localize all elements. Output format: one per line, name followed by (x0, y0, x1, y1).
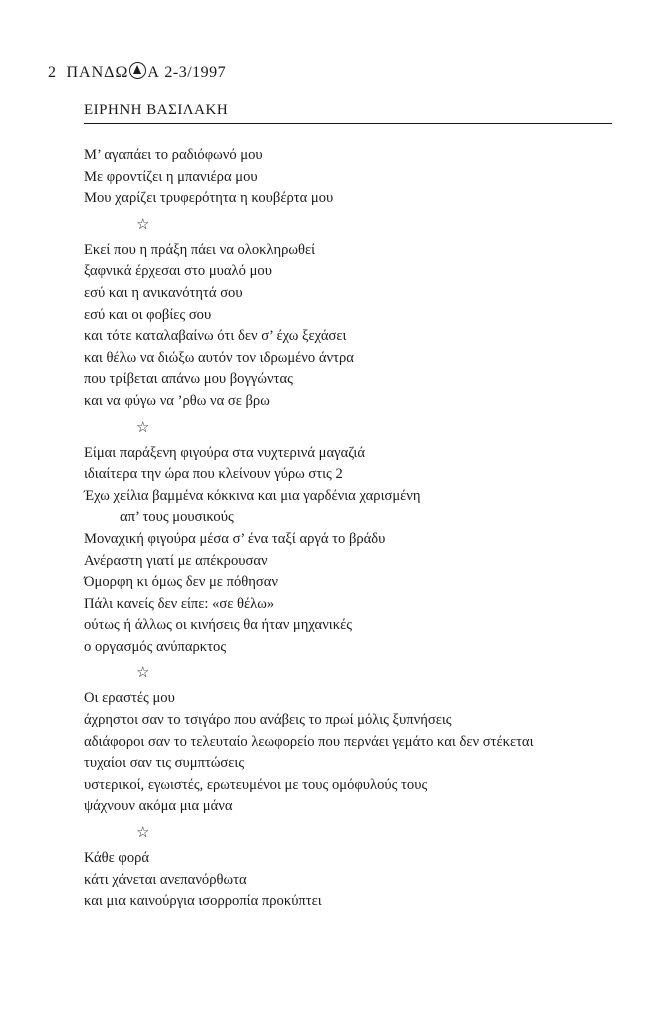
poem-line: Κάθε φορά (84, 850, 150, 867)
star-separator-icon: ☆ (136, 419, 150, 436)
magazine-title-start: ΠΑΝΔΩ (66, 64, 129, 81)
poem-line: και να φύγω να ’ρθω να σε βρω (84, 392, 270, 409)
magazine-title (67, 64, 160, 81)
star-separator-icon: ☆ (136, 216, 150, 233)
poem-body (84, 145, 644, 913)
poem-line: απ’ τους μουσικούς (120, 509, 234, 526)
poem-line: κάτι χάνεται ανεπανόρθωτα (84, 871, 247, 888)
star-separator-icon: ☆ (136, 665, 150, 682)
stanza (84, 848, 644, 913)
poem-line: ψάχνουν ακόμα μια μάνα (84, 798, 233, 815)
poem-line: υστερικοί, εγωιστές, ερωτευμένοι με τους ομόφυλούς τους (84, 776, 428, 793)
poem-line: Πάλι κανείς δεν είπε: «σε θέλω» (84, 595, 275, 612)
poem-line: Μ’ αγαπάει το ραδιόφωνό μου (84, 147, 263, 163)
poem-line: και τότε καταλαβαίνω ότι δεν σ’ έχω ξεχάσει (84, 328, 347, 345)
poem-line: και θέλω να διώξω αυτόν τον ιδρωμένο άντρα (84, 349, 354, 366)
stanza (84, 443, 644, 659)
poem-line: και μια καινούργια ισορροπία προκύπτει (84, 893, 322, 910)
poem-line: Είμαι παράξενη φιγούρα στα νυχτερινά μαγαζιά (84, 444, 365, 461)
poem-line: ξαφνικά έρχεσαι στο μυαλό μου (84, 263, 272, 280)
poem-line: Με φροντίζει η μπανιέρα μου (84, 168, 258, 185)
magazine-logo-icon (129, 62, 146, 79)
stanza (84, 145, 644, 210)
poem-line: εσύ και η ανικανότητά σου (84, 284, 243, 301)
star-separator-icon: ☆ (136, 825, 150, 842)
poem-line: Όμορφη κι όμως δεν με πόθησαν (84, 574, 278, 591)
poem-line: Εκεί που η πράξη πάει να ολοκληρωθεί (84, 241, 316, 258)
poem-line: Έχω χείλια βαμμένα κόκκινα και μια γαρδένια χαρισμένη (84, 487, 421, 504)
stanza (84, 688, 644, 818)
page-header (48, 62, 226, 82)
stanza (84, 240, 644, 413)
poem-line: Μοναχική φιγούρα μέσα σ’ ένα ταξί αργά το βράδυ (84, 530, 386, 547)
poem-line: Ανέραστη γιατί με απέκρουσαν (84, 552, 268, 569)
author-name: ΕΙΡΗΝΗ ΒΑΣΙΛΑΚΗ (84, 102, 229, 118)
magazine-title-end: Α (147, 64, 160, 81)
poem-line: εσύ και οι φοβίες σου (84, 306, 212, 323)
poem-line: άχρηστοι σαν το τσιγάρο που ανάβεις το πρωί μόλις ξυπνήσεις (84, 712, 452, 729)
poem-line: που τρίβεται απάνω μου βογγώντας (84, 371, 293, 388)
page-number: 2 (48, 64, 57, 81)
poem-line: Οι εραστές μου (84, 690, 175, 707)
poem-line: αδιάφοροι σαν το τελευταίο λεωφορείο που περνάει γεμάτο και δεν στέκεται (84, 733, 534, 750)
header-divider (84, 123, 612, 124)
poem-line: Μου χαρίζει τρυφερότητα η κουβέρτα μου (84, 190, 334, 207)
poem-line: ούτως ή άλλως οι κινήσεις θα ήταν μηχανικές (84, 617, 352, 634)
issue-number: 2-3/1997 (164, 64, 227, 81)
poem-line: ο οργασμός ανύπαρκτος (84, 638, 227, 655)
poem-line: τυχαίοι σαν τις συμπτώσεις (84, 755, 245, 772)
poem-line: ιδιαίτερα την ώρα που κλείνουν γύρω στις 2 (84, 466, 343, 483)
